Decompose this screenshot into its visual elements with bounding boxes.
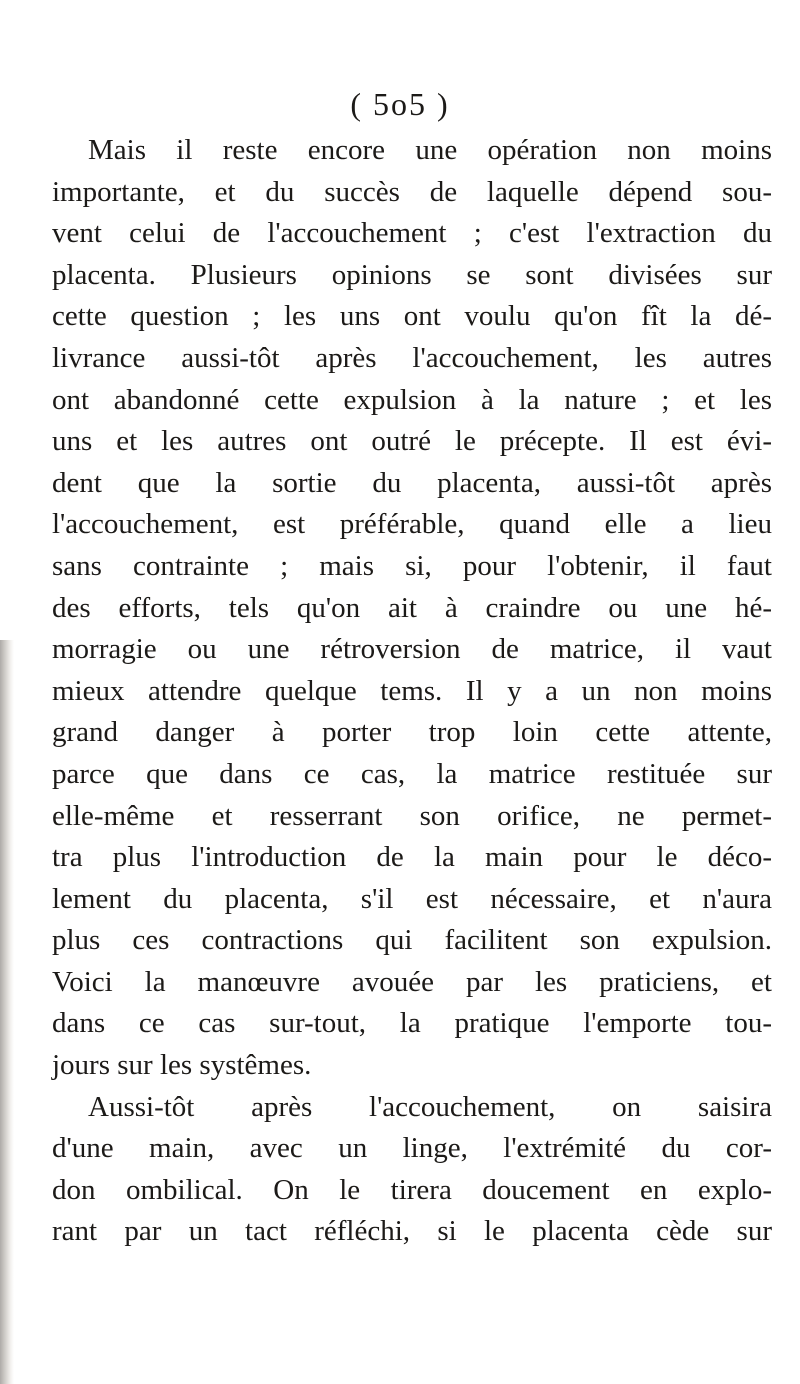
text-line: sans contrainte ; mais si, pour l'obtenir, il faut — [52, 549, 772, 582]
text-line: d'une main, avec un linge, l'extrémité du cor- — [52, 1132, 772, 1165]
text-line: dans ce cas sur-tout, la pratique l'emporte tou- — [52, 1007, 772, 1040]
text-line: importante, et du succès de laquelle dépend sou- — [52, 175, 772, 208]
text-line: parce que dans ce cas, la matrice restituée sur — [52, 757, 772, 790]
text-line: ont abandonné cette expulsion à la nature ; et les — [52, 383, 772, 416]
text-line: grand danger à porter trop loin cette attente, — [52, 716, 772, 749]
binding-shadow — [0, 640, 14, 1384]
text-line: mieux attendre quelque tems. Il y a un non moins — [52, 674, 772, 707]
text-line: plus ces contractions qui facilitent son expulsion. — [52, 924, 772, 957]
text-line: tra plus l'introduction de la main pour le déco- — [52, 841, 772, 874]
text-line: morragie ou une rétroversion de matrice, il vaut — [52, 633, 772, 666]
text-line: vent celui de l'accouchement ; c'est l'extraction du — [52, 217, 772, 250]
text-line: Mais il reste encore une opération non moins — [88, 134, 772, 166]
text-line: don ombilical. On le tirera doucement en explo- — [52, 1173, 772, 1206]
text-line: cette question ; les uns ont voulu qu'on fît la dé- — [52, 300, 772, 333]
page-number: ( 5o5 ) — [350, 86, 450, 122]
text-line: Voici la manœuvre avouée par les praticiens, et — [52, 965, 772, 998]
body-text — [52, 130, 772, 1253]
text-line: dent que la sortie du placenta, aussi-tôt après — [52, 466, 772, 499]
text-line: lement du placenta, s'il est nécessaire, et n'aura — [52, 882, 772, 915]
text-line: rant par un tact réfléchi, si le placenta cède sur — [52, 1215, 772, 1248]
text-line: livrance aussi-tôt après l'accouchement, les autres — [52, 341, 772, 374]
text-line: placenta. Plusieurs opinions se sont divisées sur — [52, 258, 772, 291]
text-line: l'accouchement, est préférable, quand elle a lieu — [52, 508, 772, 541]
text-line: des efforts, tels qu'on ait à craindre ou une hé- — [52, 591, 772, 624]
text-line: uns et les autres ont outré le précepte. Il est évi- — [52, 425, 772, 458]
text-line: Aussi-tôt après l'accouchement, on saisira — [88, 1090, 772, 1123]
text-line: jours sur les systêmes. — [52, 1049, 312, 1082]
text-line: elle-même et resserrant son orifice, ne permet- — [52, 799, 772, 832]
